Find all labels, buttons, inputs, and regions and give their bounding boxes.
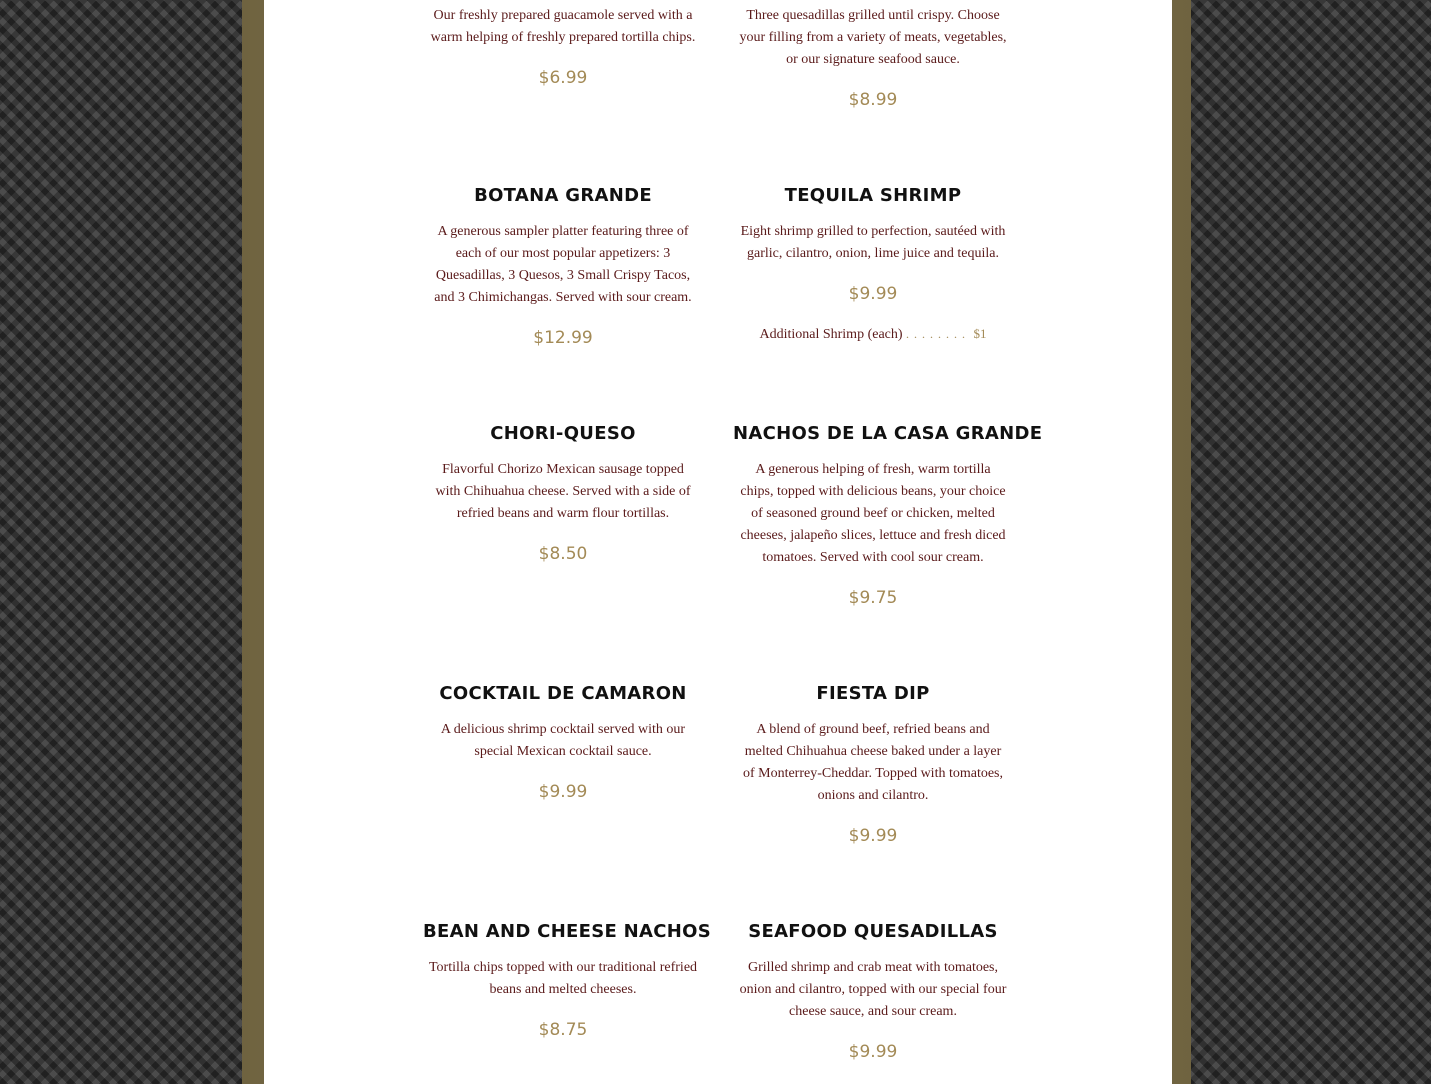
menu-item-tequila-shrimp bbox=[733, 185, 1013, 345]
item-title: TEQUILA SHRIMP bbox=[784, 185, 962, 206]
item-description: A delicious shrimp cocktail served with our special Mexican cocktail sauce. bbox=[440, 722, 686, 759]
menu-item-nachos-casa-grande bbox=[733, 423, 1043, 610]
item-description: Three quesadillas grilled until crispy. Choose your filling from a variety of meats, vegetables, or our signature seafood sauce. bbox=[739, 8, 1007, 67]
item-title: NACHOS DE LA CASA GRANDE bbox=[733, 423, 1043, 444]
menu-item-cocktail-camaron bbox=[423, 683, 703, 804]
extra-option-price: $1 bbox=[973, 326, 987, 341]
menu-item-bean-cheese-nachos bbox=[423, 921, 712, 1042]
item-price: $9.99 bbox=[848, 284, 898, 304]
menu-page bbox=[264, 0, 1172, 1084]
item-description: Our freshly prepared guacamole served with a warm helping of freshly prepared tortilla chips. bbox=[430, 8, 696, 45]
item-description: A generous helping of fresh, warm tortilla chips, topped with delicious beans, your choice of seasoned ground beef or chicken, melted cheeses, jalapeño slices, lettuce and fresh diced tomatoes. Served with cool sour cream. bbox=[740, 462, 1006, 565]
item-description: Grilled shrimp and crab meat with tomatoes, onion and cilantro, topped with our special four cheese sauce, and sour cream. bbox=[739, 960, 1007, 1019]
item-title: BOTANA GRANDE bbox=[474, 185, 652, 206]
item-price: $6.99 bbox=[538, 68, 588, 88]
item-description: A generous sampler platter featuring three of each of our most popular appetizers: 3 Quesadillas, 3 Quesos, 3 Small Crispy Tacos, and 3 Chimichangas. Served with sour cream. bbox=[434, 224, 692, 305]
item-price: $8.75 bbox=[538, 1020, 588, 1040]
item-description: A blend of ground beef, refried beans and melted Chihuahua cheese baked under a layer of Monterrey-Cheddar. Topped with tomatoes, onions and cilantro. bbox=[742, 722, 1004, 803]
item-title: COCKTAIL DE CAMARON bbox=[439, 683, 687, 704]
menu-item-botana-grande bbox=[423, 185, 703, 350]
menu-item-guacamole bbox=[423, 5, 703, 90]
leader-dots: . . . . . . . . bbox=[906, 327, 967, 341]
item-title: BEAN AND CHEESE NACHOS bbox=[423, 921, 712, 942]
menu-item-quesadillas bbox=[733, 5, 1013, 112]
item-price: $9.99 bbox=[848, 826, 898, 846]
item-price: $12.99 bbox=[533, 328, 593, 348]
menu-item-chori-queso bbox=[423, 423, 703, 566]
item-description: Tortilla chips topped with our traditional refried beans and melted cheeses. bbox=[428, 960, 698, 997]
menu-item-fiesta-dip bbox=[733, 683, 1013, 848]
item-description: Flavorful Chorizo Mexican sausage topped with Chihuahua cheese. Served with a side of refried beans and warm flour tortillas. bbox=[435, 462, 691, 521]
item-price: $8.99 bbox=[848, 90, 898, 110]
item-price: $9.99 bbox=[538, 782, 588, 802]
item-price: $9.75 bbox=[848, 588, 898, 608]
extra-option-label: Additional Shrimp (each) bbox=[759, 327, 903, 342]
item-price: $8.50 bbox=[538, 544, 588, 564]
item-price: $9.99 bbox=[848, 1042, 898, 1062]
item-description: Eight shrimp grilled to perfection, sautéed with garlic, cilantro, onion, lime juice and tequila. bbox=[740, 224, 1006, 261]
menu-item-seafood-quesadillas bbox=[733, 921, 1013, 1064]
item-title: CHORI-QUESO bbox=[490, 423, 636, 444]
item-title: FIESTA DIP bbox=[816, 683, 930, 704]
extra-option bbox=[733, 324, 1013, 345]
item-title: SEAFOOD QUESADILLAS bbox=[748, 921, 998, 942]
